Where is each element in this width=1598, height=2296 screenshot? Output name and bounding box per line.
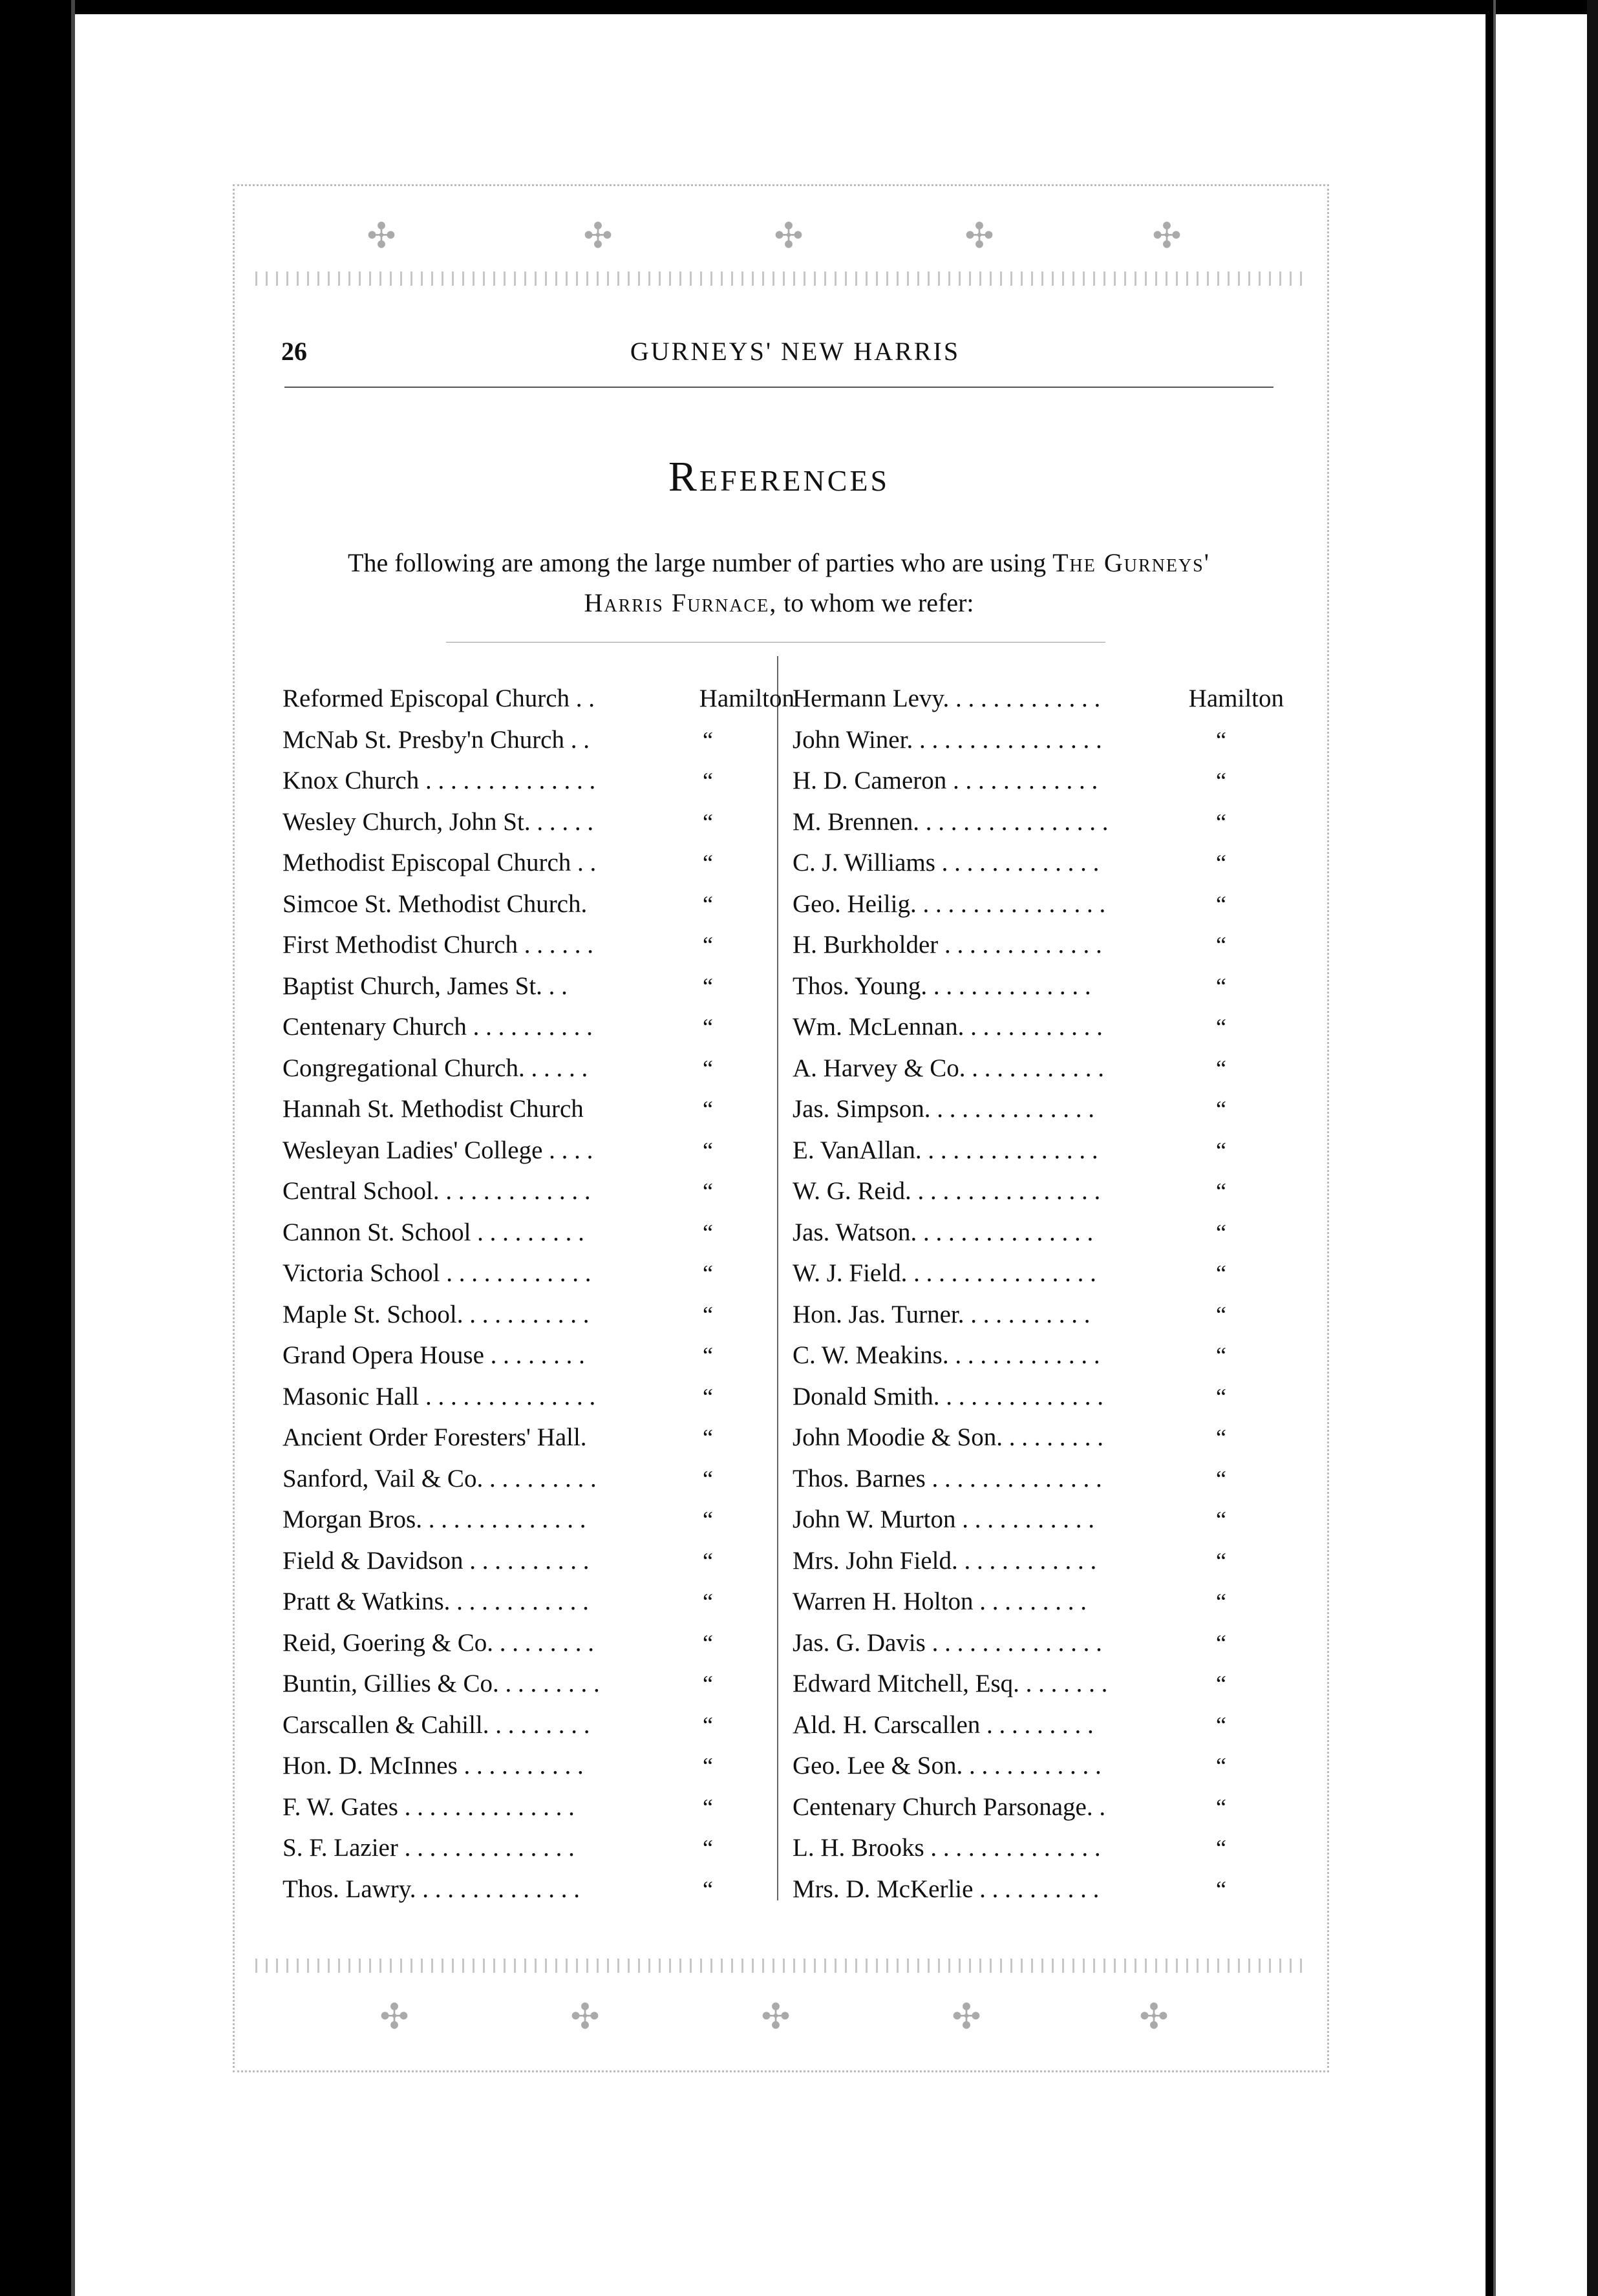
reference-entry <box>793 1584 1284 1625</box>
ditto-mark: “ <box>1216 1343 1226 1368</box>
ditto-mark: “ <box>1216 850 1226 876</box>
reference-entry <box>793 1215 1284 1256</box>
intro-paragraph <box>284 543 1273 623</box>
reference-list-left <box>282 681 794 1912</box>
ornament-icon: ✣ <box>964 217 994 255</box>
reference-name: Wm. McLennan. . . . . . . . . . . . <box>793 1013 1103 1041</box>
reference-name: Sanford, Vail & Co. . . . . . . . . . <box>282 1464 597 1493</box>
ditto-mark: “ <box>1216 1465 1226 1492</box>
reference-name: John W. Murton . . . . . . . . . . . <box>793 1505 1094 1533</box>
reference-name: Wesley Church, John St. . . . . . <box>282 807 594 836</box>
reference-entry <box>282 1666 774 1707</box>
scan-edge-far-right <box>1587 0 1598 2296</box>
ditto-mark: “ <box>1216 809 1226 835</box>
ditto-mark: “ <box>703 768 713 794</box>
reference-entry <box>793 1748 1284 1789</box>
ditto-mark: “ <box>703 1589 713 1615</box>
ditto-mark: “ <box>1216 1630 1226 1656</box>
reference-name: F. W. Gates . . . . . . . . . . . . . . <box>282 1792 575 1821</box>
ditto-mark: “ <box>1216 1055 1226 1081</box>
ditto-mark: “ <box>703 1301 713 1328</box>
ditto-mark: “ <box>703 1753 713 1779</box>
reference-list-right <box>793 681 1284 1912</box>
scan-edge-top <box>0 0 1598 14</box>
reference-entry <box>793 1625 1284 1666</box>
reference-entry <box>282 1297 774 1338</box>
reference-entry <box>282 1625 774 1666</box>
reference-entry <box>793 927 1284 968</box>
ornament-icon: ✣ <box>570 1997 600 2036</box>
ditto-mark: “ <box>1216 1589 1226 1615</box>
reference-name: Thos. Young. . . . . . . . . . . . . . <box>793 972 1091 1000</box>
reference-name: Centenary Church Parsonage. . <box>793 1792 1106 1821</box>
reference-entry <box>282 927 774 968</box>
ditto-mark: “ <box>703 1712 713 1738</box>
reference-name: McNab St. Presby'n Church . . <box>282 725 590 754</box>
ditto-mark: “ <box>703 850 713 876</box>
reference-entry <box>282 1461 774 1502</box>
ditto-mark: “ <box>703 1260 713 1286</box>
reference-name: Hermann Levy. . . . . . . . . . . . . <box>793 685 1101 712</box>
reference-entry <box>793 1419 1284 1461</box>
reference-entry <box>793 1091 1284 1132</box>
ditto-mark: “ <box>703 1178 713 1204</box>
ditto-mark: “ <box>1216 1383 1226 1410</box>
reference-name: C. J. Williams . . . . . . . . . . . . . <box>793 849 1100 877</box>
ditto-mark: “ <box>703 1137 713 1164</box>
reference-name: Ancient Order Foresters' Hall. <box>282 1423 587 1451</box>
ornament-icon: ✣ <box>1139 1997 1169 2036</box>
reference-name: Reformed Episcopal Church . . <box>282 685 595 712</box>
reference-entry <box>793 1050 1284 1092</box>
ditto-mark: “ <box>703 1343 713 1368</box>
reference-entry <box>282 1255 774 1297</box>
reference-entry <box>793 1379 1284 1420</box>
intro-text: The following are among the large number of parties who are using <box>348 548 1047 577</box>
reference-entry <box>282 1419 774 1461</box>
reference-entry <box>793 1337 1284 1379</box>
reference-entry <box>793 722 1284 763</box>
reference-name: Geo. Lee & Son. . . . . . . . . . . . <box>793 1752 1102 1780</box>
intro-product-name: The Gurneys' <box>1052 548 1210 577</box>
reference-name: Mrs. D. McKerlie . . . . . . . . . . <box>793 1875 1100 1903</box>
ornament-icon: ✣ <box>952 1997 981 2036</box>
ornament-icon: ✣ <box>761 1997 791 2036</box>
reference-name: A. Harvey & Co. . . . . . . . . . . . <box>793 1054 1105 1082</box>
ditto-mark: “ <box>1216 1835 1226 1861</box>
reference-name: Hon. D. McInnes . . . . . . . . . . <box>282 1752 584 1780</box>
reference-name: Warren H. Holton . . . . . . . . . <box>793 1588 1087 1615</box>
reference-name: John Moodie & Son. . . . . . . . . <box>793 1423 1104 1451</box>
reference-name: Ald. H. Carscallen . . . . . . . . . <box>793 1710 1094 1739</box>
reference-entry <box>282 1173 774 1215</box>
reference-name: Buntin, Gillies & Co. . . . . . . . . <box>282 1670 600 1697</box>
reference-entry <box>282 968 774 1010</box>
reference-entry <box>282 1091 774 1132</box>
ditto-mark: “ <box>1216 1671 1226 1697</box>
page-number: 26 <box>281 337 307 366</box>
ditto-mark: “ <box>1216 1794 1226 1820</box>
column-divider <box>777 656 778 1900</box>
ditto-mark: “ <box>1216 1712 1226 1738</box>
reference-name: Pratt & Watkins. . . . . . . . . . . . <box>282 1588 589 1615</box>
reference-name: Thos. Lawry. . . . . . . . . . . . . . <box>282 1875 581 1903</box>
reference-name: Edward Mitchell, Esq. . . . . . . . <box>793 1670 1108 1697</box>
reference-name: Cannon St. School . . . . . . . . . <box>282 1218 584 1246</box>
ditto-mark: “ <box>703 932 713 958</box>
running-title: GURNEYS' NEW HARRIS <box>630 337 961 366</box>
ditto-mark: “ <box>703 891 713 917</box>
reference-entry <box>282 1215 774 1256</box>
scan-edge-right <box>1486 0 1493 2296</box>
ditto-mark: “ <box>1216 1547 1226 1574</box>
reference-entry <box>282 1009 774 1050</box>
ditto-mark: “ <box>703 1096 713 1122</box>
ditto-mark: “ <box>703 727 713 753</box>
reference-name: John Winer. . . . . . . . . . . . . . . . <box>793 725 1102 754</box>
reference-name: Jas. Simpson. . . . . . . . . . . . . . <box>793 1095 1094 1123</box>
ditto-mark: “ <box>703 1014 713 1040</box>
ditto-mark: “ <box>703 1794 713 1820</box>
reference-entry <box>282 1050 774 1092</box>
reference-name: Centenary Church . . . . . . . . . . <box>282 1013 593 1041</box>
reference-name: Donald Smith. . . . . . . . . . . . . . <box>793 1382 1104 1410</box>
reference-name: M. Brennen. . . . . . . . . . . . . . . . <box>793 807 1109 836</box>
reference-entry <box>793 1132 1284 1174</box>
reference-name: Hon. Jas. Turner. . . . . . . . . . . <box>793 1300 1091 1328</box>
ditto-mark: “ <box>703 1219 713 1246</box>
ditto-mark: “ <box>1216 1096 1226 1122</box>
reference-location: Hamilton <box>699 685 794 712</box>
reference-entry <box>793 968 1284 1010</box>
ornament-icon: ✣ <box>583 217 613 255</box>
ditto-mark: “ <box>703 1425 713 1451</box>
reference-name: Hannah St. Methodist Church <box>282 1095 584 1123</box>
reference-name: Simcoe St. Methodist Church. <box>282 889 588 918</box>
reference-entry <box>282 681 794 722</box>
reference-entry <box>282 1748 774 1789</box>
reference-name: Wesleyan Ladies' College . . . . <box>282 1136 593 1164</box>
reference-entry <box>282 1502 774 1543</box>
header-rule <box>284 387 1273 388</box>
ditto-mark: “ <box>1216 973 1226 999</box>
ditto-mark: “ <box>1216 1219 1226 1246</box>
reference-entry <box>793 1871 1284 1913</box>
reference-entry <box>282 1871 774 1913</box>
reference-name: Baptist Church, James St. . . <box>282 972 568 1000</box>
reference-entry <box>282 886 774 928</box>
scan-edge-left <box>0 0 71 2296</box>
decorative-band-top <box>255 271 1309 286</box>
ditto-mark: “ <box>1216 1260 1226 1286</box>
ditto-mark: “ <box>703 1507 713 1533</box>
reference-name: Jas. Watson. . . . . . . . . . . . . . . <box>793 1218 1094 1246</box>
reference-name: H. Burkholder . . . . . . . . . . . . . <box>793 931 1102 959</box>
reference-name: Carscallen & Cahill. . . . . . . . . <box>282 1710 590 1739</box>
intro-text-end: to whom we refer: <box>783 588 974 617</box>
ornament-icon: ✣ <box>379 1997 409 2036</box>
reference-name: H. D. Cameron . . . . . . . . . . . . <box>793 767 1098 794</box>
reference-entry <box>793 1173 1284 1215</box>
reference-name: Mrs. John Field. . . . . . . . . . . . <box>793 1546 1097 1575</box>
ditto-mark: “ <box>703 973 713 999</box>
reference-entry <box>282 1830 774 1871</box>
ditto-mark: “ <box>1216 1137 1226 1164</box>
reference-entry <box>793 1009 1284 1050</box>
reference-entry <box>793 845 1284 886</box>
ditto-mark: “ <box>1216 891 1226 917</box>
reference-entry <box>793 1255 1284 1297</box>
ditto-mark: “ <box>1216 932 1226 958</box>
reference-entry <box>282 763 774 804</box>
reference-name: W. J. Field. . . . . . . . . . . . . . . . <box>793 1259 1096 1287</box>
ditto-mark: “ <box>703 809 713 835</box>
ornament-icon: ✣ <box>774 217 804 255</box>
reference-entry <box>793 1543 1284 1584</box>
reference-name: Geo. Heilig. . . . . . . . . . . . . . . . <box>793 889 1106 918</box>
intro-product-name-cont: Harris Furnace, <box>584 588 778 617</box>
reference-entry <box>282 804 774 845</box>
reference-name: Grand Opera House . . . . . . . . <box>282 1341 585 1369</box>
reference-name: Morgan Bros. . . . . . . . . . . . . . <box>282 1505 586 1533</box>
reference-entry <box>793 763 1284 804</box>
reference-name: Masonic Hall . . . . . . . . . . . . . . <box>282 1382 596 1410</box>
reference-name: C. W. Meakins. . . . . . . . . . . . . <box>793 1341 1100 1369</box>
reference-name: L. H. Brooks . . . . . . . . . . . . . . <box>793 1834 1101 1862</box>
reference-entry <box>282 1379 774 1420</box>
reference-name: Maple St. School. . . . . . . . . . . <box>282 1300 590 1328</box>
reference-entry <box>282 1543 774 1584</box>
reference-entry <box>282 1707 774 1749</box>
reference-name: S. F. Lazier . . . . . . . . . . . . . . <box>282 1834 575 1862</box>
section-title: References <box>668 453 890 500</box>
ornament-icon: ✣ <box>367 217 396 255</box>
ditto-mark: “ <box>703 1547 713 1574</box>
ditto-mark: “ <box>1216 1301 1226 1328</box>
reference-name: Jas. G. Davis . . . . . . . . . . . . . . <box>793 1628 1102 1657</box>
reference-location: Hamilton <box>1188 685 1284 712</box>
reference-entry <box>793 1502 1284 1543</box>
reference-entry <box>793 1789 1284 1831</box>
reference-name: Field & Davidson . . . . . . . . . . <box>282 1546 590 1575</box>
reference-entry <box>282 1789 774 1831</box>
ditto-mark: “ <box>1216 1753 1226 1779</box>
ditto-mark: “ <box>1216 1507 1226 1533</box>
reference-name: Knox Church . . . . . . . . . . . . . . <box>282 767 596 794</box>
reference-name: W. G. Reid. . . . . . . . . . . . . . . . <box>793 1177 1101 1205</box>
ditto-mark: “ <box>703 1835 713 1861</box>
reference-entry <box>282 1337 774 1379</box>
reference-entry <box>282 722 774 763</box>
reference-entry <box>793 1830 1284 1871</box>
reference-entry <box>793 1461 1284 1502</box>
ditto-mark: “ <box>1216 727 1226 753</box>
reference-entry <box>793 1707 1284 1749</box>
reference-name: Central School. . . . . . . . . . . . . <box>282 1177 591 1205</box>
ditto-mark: “ <box>1216 768 1226 794</box>
ditto-mark: “ <box>703 1383 713 1410</box>
reference-entry <box>282 1584 774 1625</box>
ditto-mark: “ <box>1216 1178 1226 1204</box>
reference-entry <box>793 804 1284 845</box>
ditto-mark: “ <box>1216 1876 1226 1902</box>
reference-entry <box>793 1297 1284 1338</box>
reference-entry <box>793 681 1284 722</box>
reference-entry <box>282 1132 774 1174</box>
ditto-mark: “ <box>703 1876 713 1902</box>
reference-name: Methodist Episcopal Church . . <box>282 849 597 877</box>
reference-entry <box>282 845 774 886</box>
decorative-band-bottom <box>255 1959 1309 1973</box>
reference-name: Victoria School . . . . . . . . . . . . <box>282 1259 591 1287</box>
reference-name: Reid, Goering & Co. . . . . . . . . <box>282 1628 595 1657</box>
ditto-mark: “ <box>1216 1425 1226 1451</box>
reference-entry <box>793 1666 1284 1707</box>
ditto-mark: “ <box>703 1465 713 1492</box>
reference-name: E. VanAllan. . . . . . . . . . . . . . . <box>793 1136 1098 1164</box>
intro-rule <box>446 642 1105 643</box>
page-gutter-left <box>71 0 75 2296</box>
ditto-mark: “ <box>703 1671 713 1697</box>
ditto-mark: “ <box>703 1055 713 1081</box>
reference-name: Congregational Church. . . . . . <box>282 1054 588 1082</box>
page-gutter-right <box>1493 0 1496 2296</box>
reference-name: Thos. Barnes . . . . . . . . . . . . . . <box>793 1464 1102 1493</box>
ornament-icon: ✣ <box>1152 217 1182 255</box>
ditto-mark: “ <box>1216 1014 1226 1040</box>
reference-name: First Methodist Church . . . . . . <box>282 931 594 959</box>
reference-entry <box>793 886 1284 928</box>
ditto-mark: “ <box>703 1630 713 1656</box>
